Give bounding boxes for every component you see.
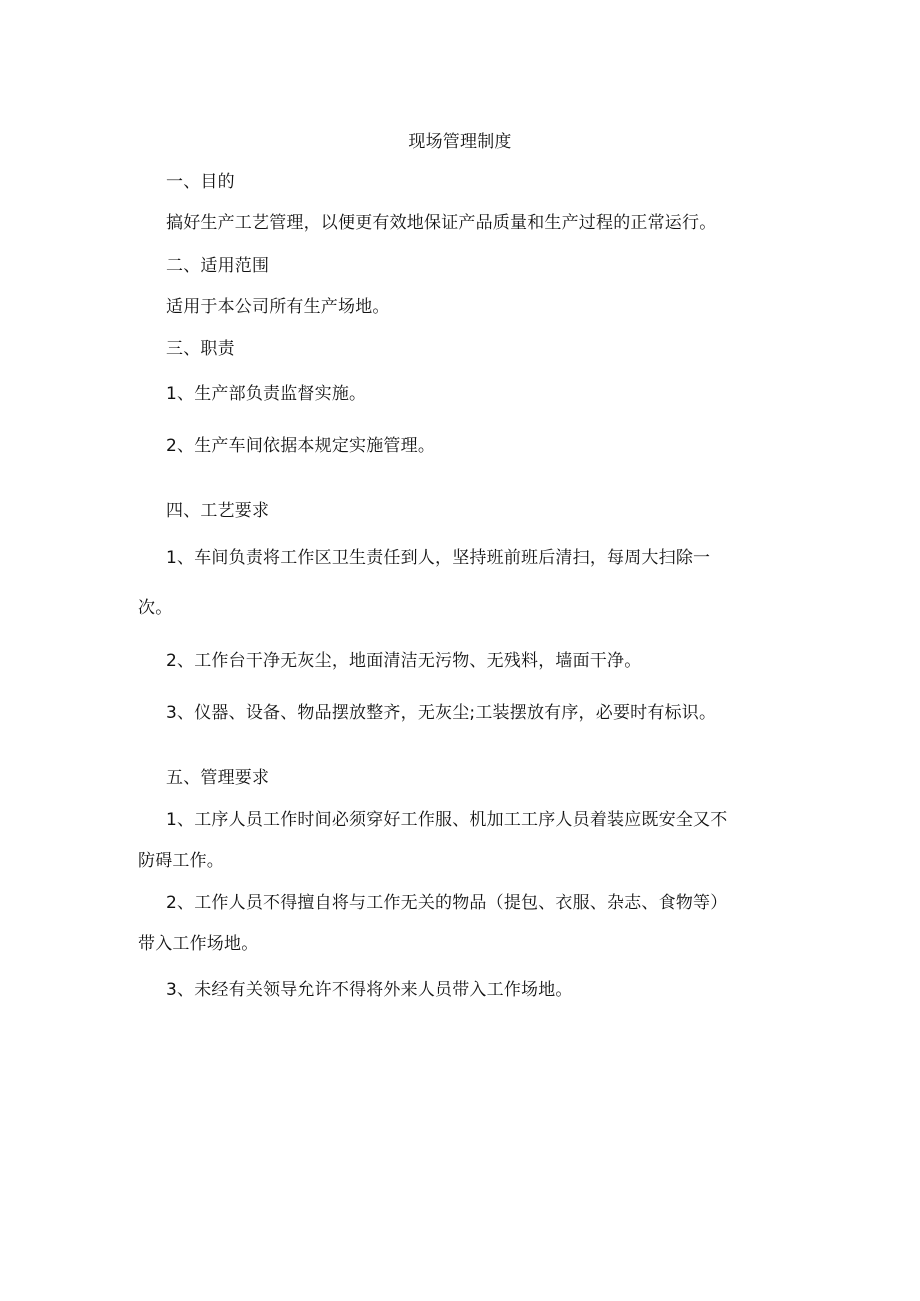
responsibility-item: 1、生产部负责监督实施。 <box>166 384 367 404</box>
section-heading-scope: 二、适用范围 <box>166 256 270 276</box>
process-requirement-item-continued: 次。 <box>138 598 173 618</box>
management-requirement-item: 3、未经有关领导允许不得将外来人员带入工作场地。 <box>166 980 573 1000</box>
process-requirement-item: 2、工作台干净无灰尘，地面清洁无污物、无残料，墙面干净。 <box>166 651 642 671</box>
section-heading-management-requirements: 五、管理要求 <box>166 768 270 788</box>
section-heading-purpose: 一、目的 <box>166 172 235 192</box>
process-requirement-item: 3、仪器、设备、物品摆放整齐，无灰尘;工装摆放有序，必要时有标识。 <box>166 703 717 723</box>
management-requirement-item-continued: 带入工作场地。 <box>138 934 259 954</box>
process-requirement-item: 1、车间负责将工作区卫生责任到人，坚持班前班后清扫，每周大扫除一 <box>166 548 711 568</box>
scope-text: 适用于本公司所有生产场地。 <box>166 297 390 317</box>
purpose-text: 搞好生产工艺管理，以便更有效地保证产品质量和生产过程的正常运行。 <box>166 213 717 233</box>
management-requirement-item: 1、工序人员工作时间必须穿好工作服、机加工工序人员着装应既安全又不 <box>166 810 728 830</box>
section-heading-process-requirements: 四、工艺要求 <box>166 501 270 521</box>
section-heading-responsibilities: 三、职责 <box>166 339 235 359</box>
management-requirement-item-continued: 防碍工作。 <box>138 851 224 871</box>
management-requirement-item: 2、工作人员不得擅自将与工作无关的物品（提包、衣服、杂志、食物等） <box>166 893 728 913</box>
document-title: 现场管理制度 <box>408 132 512 152</box>
responsibility-item: 2、生产车间依据本规定实施管理。 <box>166 436 436 456</box>
